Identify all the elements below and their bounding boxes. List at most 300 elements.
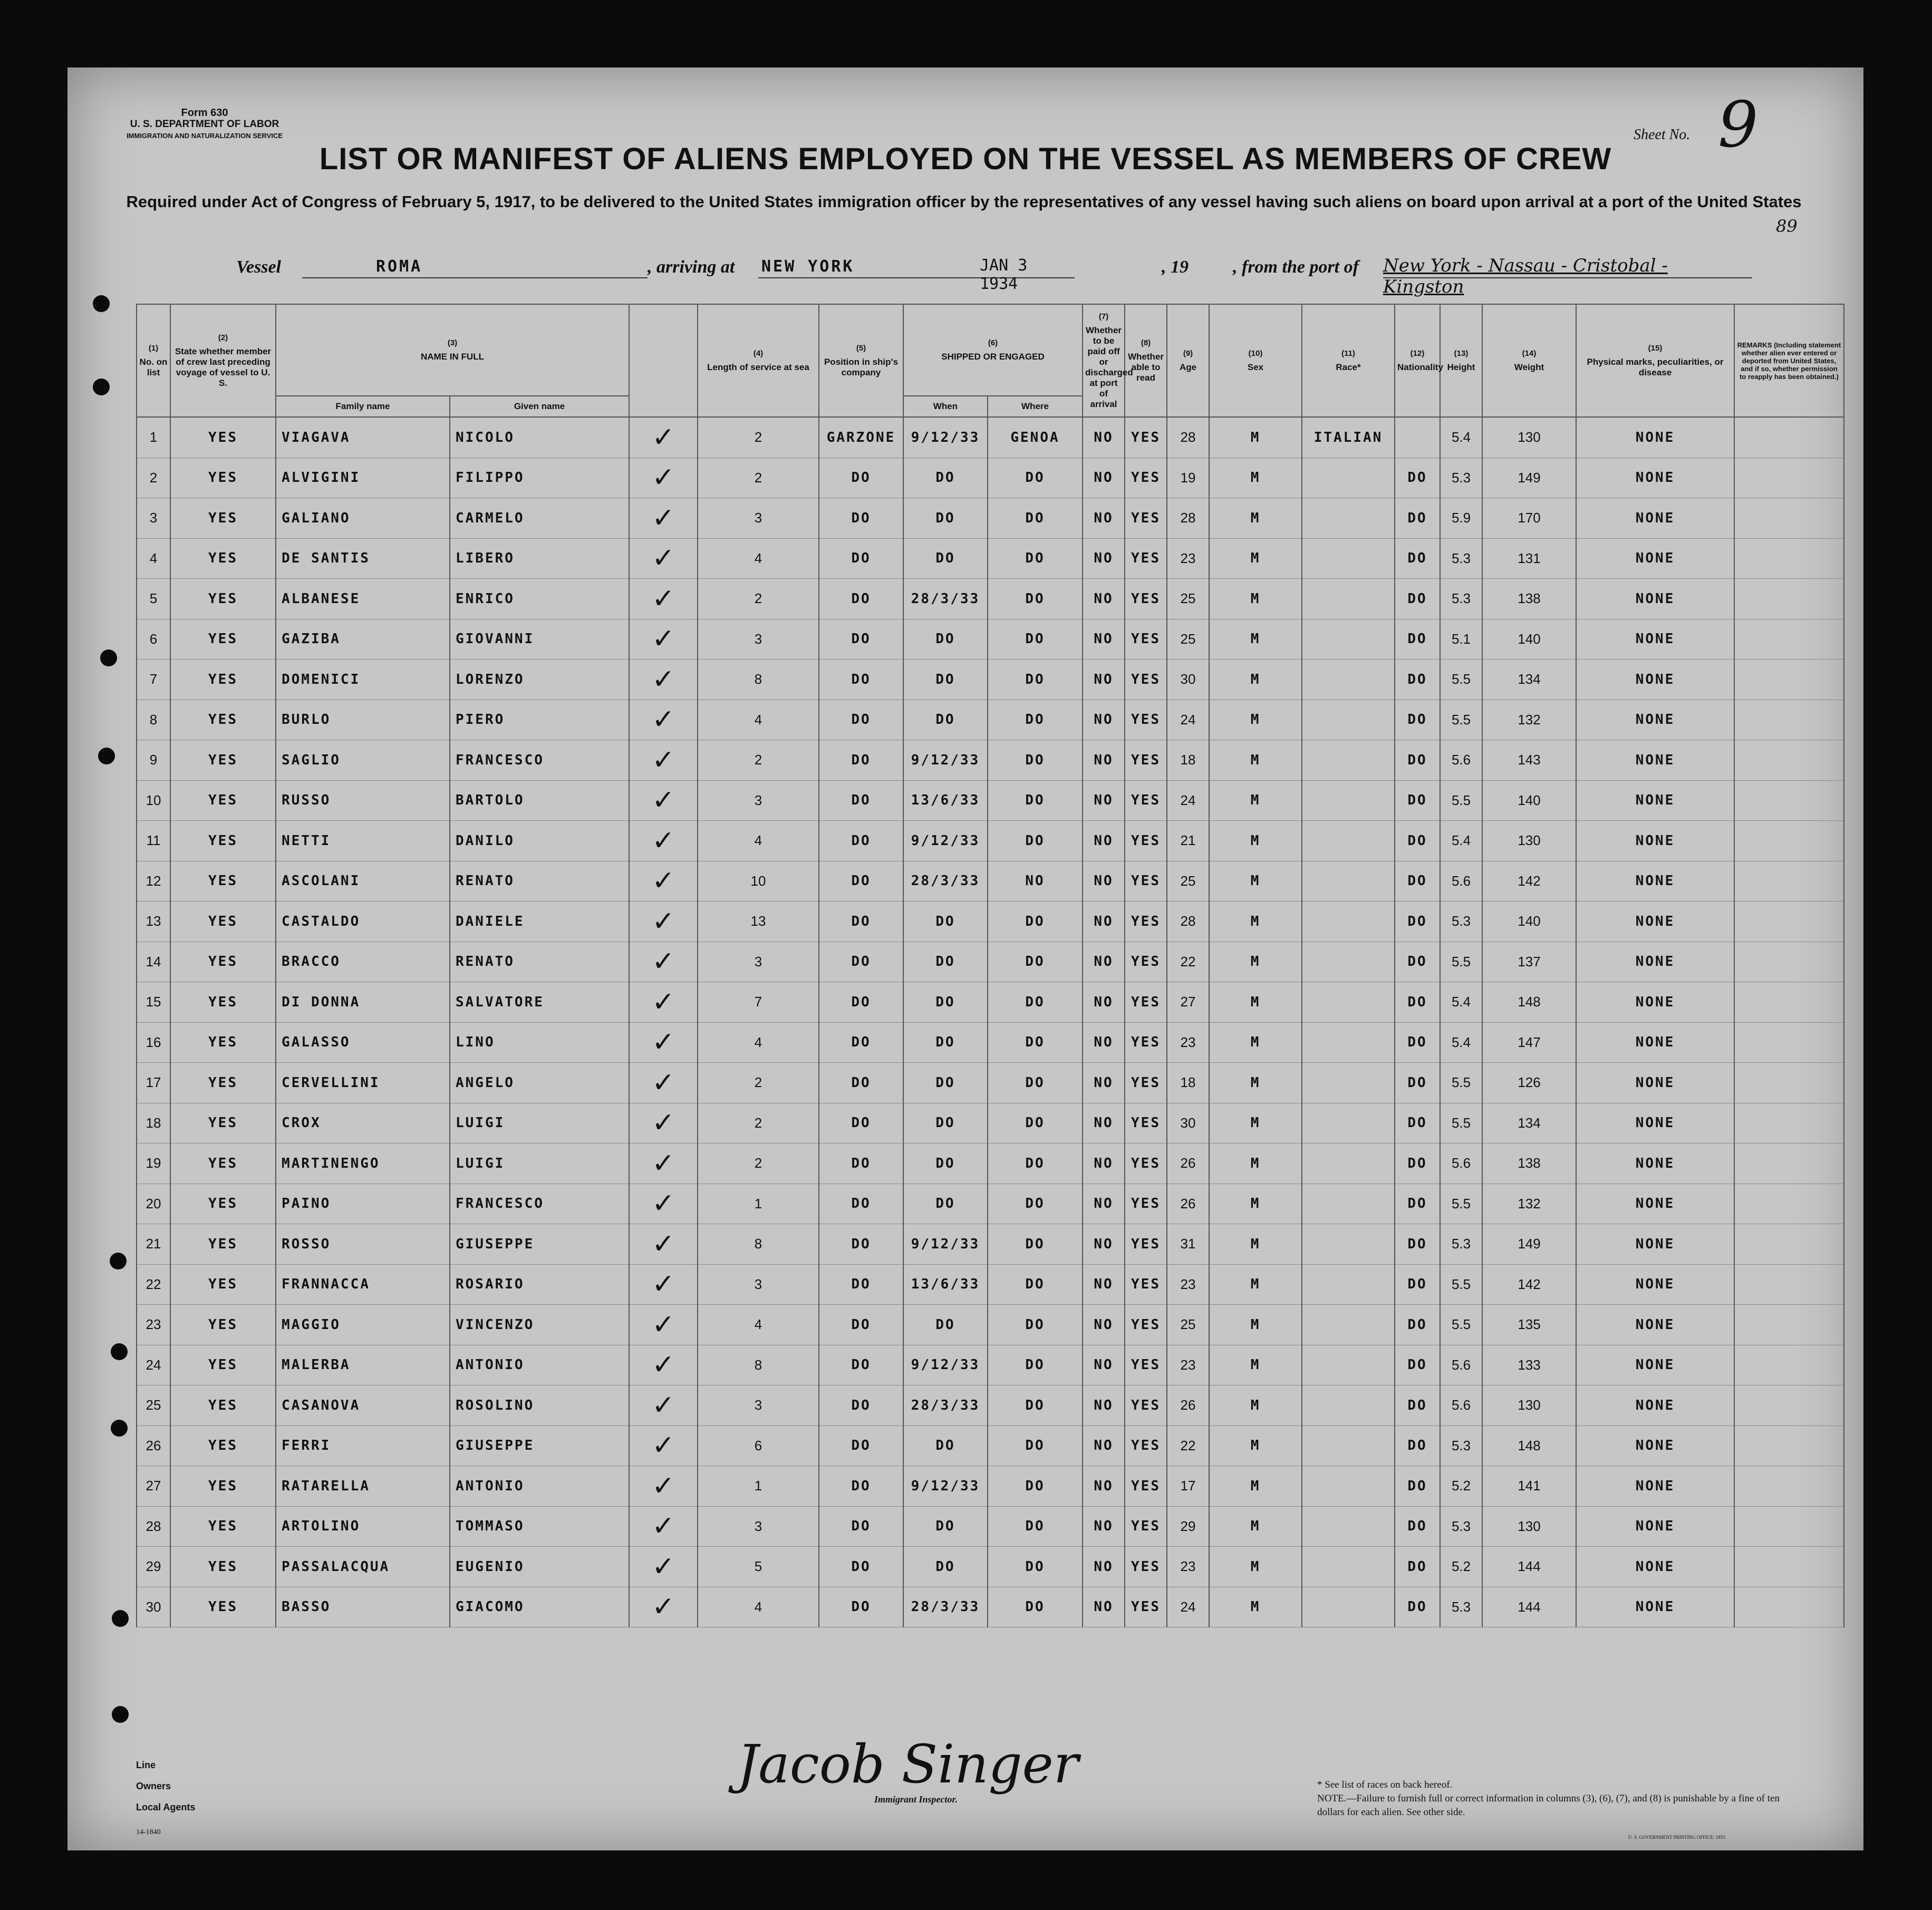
cell-paid: NO <box>1083 1224 1125 1265</box>
table-row <box>137 901 1844 942</box>
cell-given: FRANCESCO <box>450 740 629 781</box>
cell-position: DO <box>819 982 903 1023</box>
cell-position: DO <box>819 579 903 619</box>
cell-family: NETTI <box>276 821 450 861</box>
cell-paid: NO <box>1083 1345 1125 1385</box>
cell-no: 4 <box>137 538 170 579</box>
cell-age: 25 <box>1167 579 1209 619</box>
cell-service: 4 <box>698 821 819 861</box>
cell-remarks <box>1734 1305 1844 1345</box>
cell-nat: DO <box>1395 1264 1440 1305</box>
cell-height: 5.5 <box>1440 1103 1482 1143</box>
col-sex-header: (10) Sex <box>1209 304 1302 417</box>
year-label: , 19 <box>1162 257 1189 277</box>
cell-family: ARTOLINO <box>276 1506 450 1547</box>
cell-position: DO <box>819 619 903 660</box>
cell-prev: YES <box>170 417 276 458</box>
cell-when: 28/3/33 <box>903 1385 988 1426</box>
cell-check: ✓ <box>629 1547 698 1587</box>
cell-marks: NONE <box>1576 821 1734 861</box>
cell-position: DO <box>819 1345 903 1385</box>
table-row <box>137 740 1844 781</box>
table-row <box>137 1345 1844 1385</box>
cell-no: 28 <box>137 1506 170 1547</box>
cell-service: 4 <box>698 700 819 740</box>
cell-when: DO <box>903 498 988 539</box>
cell-prev: YES <box>170 1022 276 1063</box>
vessel-name-field <box>302 256 648 278</box>
cell-sex: M <box>1209 1345 1302 1385</box>
cell-when: 13/6/33 <box>903 1264 988 1305</box>
cell-family: GAZIBA <box>276 619 450 660</box>
cell-prev: YES <box>170 579 276 619</box>
cell-sex: M <box>1209 498 1302 539</box>
cell-given: DANIELE <box>450 901 629 942</box>
cell-paid: NO <box>1083 579 1125 619</box>
cell-where: DO <box>988 1063 1083 1103</box>
cell-remarks <box>1734 660 1844 700</box>
cell-remarks <box>1734 1345 1844 1385</box>
cell-remarks <box>1734 700 1844 740</box>
cell-given: TOMMASO <box>450 1506 629 1547</box>
cell-when: DO <box>903 1426 988 1466</box>
cell-read: YES <box>1125 1063 1167 1103</box>
cell-family: PAINO <box>276 1184 450 1224</box>
cell-weight: 148 <box>1482 1426 1576 1466</box>
cell-weight: 170 <box>1482 498 1576 539</box>
cell-remarks <box>1734 417 1844 458</box>
cell-read: YES <box>1125 498 1167 539</box>
cell-height: 5.6 <box>1440 740 1482 781</box>
cell-race <box>1302 1506 1395 1547</box>
cell-where: DO <box>988 780 1083 821</box>
col-height-header: (13) Height <box>1440 304 1482 417</box>
cell-paid: NO <box>1083 1426 1125 1466</box>
col-previous-voyage-header: (2) State whether member of crew last preceding voyage of vessel to U. S. <box>170 304 276 417</box>
cell-marks: NONE <box>1576 740 1734 781</box>
cell-marks: NONE <box>1576 1466 1734 1507</box>
cell-marks: NONE <box>1576 1426 1734 1466</box>
table-row <box>137 1022 1844 1063</box>
cell-height: 5.3 <box>1440 579 1482 619</box>
cell-service: 1 <box>698 1184 819 1224</box>
cell-sex: M <box>1209 1143 1302 1184</box>
cell-marks: NONE <box>1576 1103 1734 1143</box>
col-weight-header: (14) Weight <box>1482 304 1576 417</box>
cell-when: DO <box>903 1103 988 1143</box>
cell-sex: M <box>1209 1063 1302 1103</box>
cell-prev: YES <box>170 498 276 539</box>
cell-check: ✓ <box>629 1587 698 1627</box>
cell-paid: NO <box>1083 1466 1125 1507</box>
cell-given: NICOLO <box>450 417 629 458</box>
cell-no: 26 <box>137 1426 170 1466</box>
cell-where: DO <box>988 1022 1083 1063</box>
cell-service: 3 <box>698 1506 819 1547</box>
cell-age: 29 <box>1167 1506 1209 1547</box>
cell-service: 1 <box>698 1466 819 1507</box>
cell-sex: M <box>1209 458 1302 498</box>
cell-position: DO <box>819 1385 903 1426</box>
cell-given: ENRICO <box>450 579 629 619</box>
cell-age: 26 <box>1167 1385 1209 1426</box>
cell-remarks <box>1734 1022 1844 1063</box>
cell-read: YES <box>1125 1466 1167 1507</box>
cell-paid: NO <box>1083 538 1125 579</box>
cell-prev: YES <box>170 1103 276 1143</box>
cell-paid: NO <box>1083 1385 1125 1426</box>
cell-given: DANILO <box>450 821 629 861</box>
cell-where: DO <box>988 1103 1083 1143</box>
col-check-header <box>629 304 698 417</box>
cell-sex: M <box>1209 821 1302 861</box>
cell-sex: M <box>1209 1385 1302 1426</box>
cell-given: GIACOMO <box>450 1587 629 1627</box>
table-row <box>137 1224 1844 1265</box>
cell-age: 23 <box>1167 1022 1209 1063</box>
cell-position: DO <box>819 1466 903 1507</box>
cell-prev: YES <box>170 538 276 579</box>
cell-no: 30 <box>137 1587 170 1627</box>
cell-position: DO <box>819 660 903 700</box>
cell-check: ✓ <box>629 1264 698 1305</box>
cell-given: ROSOLINO <box>450 1385 629 1426</box>
cell-given: LINO <box>450 1022 629 1063</box>
cell-remarks <box>1734 1547 1844 1587</box>
table-row <box>137 1547 1844 1587</box>
cell-check: ✓ <box>629 619 698 660</box>
sheet-number: 9 <box>1718 89 1759 162</box>
cell-weight: 133 <box>1482 1345 1576 1385</box>
cell-service: 6 <box>698 1426 819 1466</box>
cell-position: DO <box>819 1143 903 1184</box>
cell-service: 2 <box>698 740 819 781</box>
cell-check: ✓ <box>629 1466 698 1507</box>
cell-height: 5.4 <box>1440 417 1482 458</box>
cell-service: 2 <box>698 1103 819 1143</box>
cell-given: BARTOLO <box>450 780 629 821</box>
cell-family: GALASSO <box>276 1022 450 1063</box>
cell-height: 5.5 <box>1440 780 1482 821</box>
punch-hole <box>110 1253 127 1269</box>
cell-where: DO <box>988 1143 1083 1184</box>
cell-no: 15 <box>137 982 170 1023</box>
cell-check: ✓ <box>629 660 698 700</box>
cell-check: ✓ <box>629 1385 698 1426</box>
cell-no: 25 <box>137 1385 170 1426</box>
cell-service: 4 <box>698 538 819 579</box>
cell-remarks <box>1734 1063 1844 1103</box>
table-row <box>137 1506 1844 1547</box>
cell-race <box>1302 1466 1395 1507</box>
cell-no: 12 <box>137 861 170 901</box>
cell-when: DO <box>903 1547 988 1587</box>
cell-paid: NO <box>1083 458 1125 498</box>
cell-when: DO <box>903 942 988 982</box>
cell-age: 18 <box>1167 740 1209 781</box>
table-row <box>137 821 1844 861</box>
cell-prev: YES <box>170 458 276 498</box>
cell-no: 7 <box>137 660 170 700</box>
cell-when: 9/12/33 <box>903 417 988 458</box>
cell-remarks <box>1734 1426 1844 1466</box>
cell-service: 3 <box>698 1385 819 1426</box>
cell-sex: M <box>1209 1022 1302 1063</box>
cell-no: 8 <box>137 700 170 740</box>
cell-family: ALVIGINI <box>276 458 450 498</box>
arriving-label: , arriving at <box>648 257 735 277</box>
cell-race <box>1302 1264 1395 1305</box>
cell-given: ANGELO <box>450 1063 629 1103</box>
cell-read: YES <box>1125 1184 1167 1224</box>
punch-hole <box>111 1420 128 1437</box>
cell-read: YES <box>1125 417 1167 458</box>
cell-prev: YES <box>170 1506 276 1547</box>
cell-prev: YES <box>170 821 276 861</box>
cell-given: GIOVANNI <box>450 619 629 660</box>
cell-paid: NO <box>1083 982 1125 1023</box>
cell-remarks <box>1734 619 1844 660</box>
cell-family: ROSSO <box>276 1224 450 1265</box>
cell-marks: NONE <box>1576 982 1734 1023</box>
cell-paid: NO <box>1083 417 1125 458</box>
cell-weight: 130 <box>1482 417 1576 458</box>
cell-nat: DO <box>1395 1022 1440 1063</box>
cell-age: 30 <box>1167 660 1209 700</box>
cell-position: DO <box>819 1547 903 1587</box>
cell-weight: 149 <box>1482 458 1576 498</box>
cell-read: YES <box>1125 1264 1167 1305</box>
cell-weight: 137 <box>1482 942 1576 982</box>
cell-check: ✓ <box>629 1022 698 1063</box>
cell-remarks <box>1734 1466 1844 1507</box>
cell-paid: NO <box>1083 740 1125 781</box>
cell-weight: 134 <box>1482 660 1576 700</box>
cell-when: DO <box>903 1184 988 1224</box>
cell-nat: DO <box>1395 1345 1440 1385</box>
cell-weight: 135 <box>1482 1305 1576 1345</box>
cell-remarks <box>1734 1224 1844 1265</box>
cell-no: 22 <box>137 1264 170 1305</box>
cell-nat <box>1395 417 1440 458</box>
cell-marks: NONE <box>1576 1022 1734 1063</box>
cell-read: YES <box>1125 942 1167 982</box>
punch-hole <box>98 748 115 764</box>
cell-race <box>1302 1385 1395 1426</box>
cell-nat: DO <box>1395 861 1440 901</box>
cell-check: ✓ <box>629 1506 698 1547</box>
cell-nat: DO <box>1395 1305 1440 1345</box>
cell-nat: DO <box>1395 1143 1440 1184</box>
cell-weight: 131 <box>1482 538 1576 579</box>
arriving-field <box>758 256 1075 293</box>
cell-weight: 130 <box>1482 1385 1576 1426</box>
cell-sex: M <box>1209 1547 1302 1587</box>
cell-height: 5.1 <box>1440 619 1482 660</box>
cell-where: DO <box>988 821 1083 861</box>
cell-family: DOMENICI <box>276 660 450 700</box>
cell-when: DO <box>903 1506 988 1547</box>
cell-nat: DO <box>1395 1426 1440 1466</box>
punch-hole <box>111 1343 128 1360</box>
cell-height: 5.3 <box>1440 538 1482 579</box>
cell-service: 3 <box>698 498 819 539</box>
cell-check: ✓ <box>629 982 698 1023</box>
cell-position: DO <box>819 861 903 901</box>
vessel-name: ROMA <box>376 257 423 276</box>
cell-position: DO <box>819 1587 903 1627</box>
cell-family: RATARELLA <box>276 1466 450 1507</box>
cell-nat: DO <box>1395 740 1440 781</box>
cell-service: 4 <box>698 1587 819 1627</box>
table-row <box>137 1264 1844 1305</box>
cell-race <box>1302 1022 1395 1063</box>
cell-given: LUIGI <box>450 1103 629 1143</box>
cell-weight: 126 <box>1482 1063 1576 1103</box>
cell-height: 5.4 <box>1440 982 1482 1023</box>
cell-read: YES <box>1125 1385 1167 1426</box>
cell-marks: NONE <box>1576 498 1734 539</box>
table-row <box>137 1103 1844 1143</box>
cell-race <box>1302 1426 1395 1466</box>
cell-height: 5.3 <box>1440 1224 1482 1265</box>
cell-given: LORENZO <box>450 660 629 700</box>
cell-service: 2 <box>698 579 819 619</box>
cell-paid: NO <box>1083 861 1125 901</box>
cell-position: GARZONE <box>819 417 903 458</box>
cell-when: 9/12/33 <box>903 821 988 861</box>
cell-prev: YES <box>170 982 276 1023</box>
cell-paid: NO <box>1083 1305 1125 1345</box>
cell-when: DO <box>903 1022 988 1063</box>
cell-remarks <box>1734 1587 1844 1627</box>
cell-no: 11 <box>137 821 170 861</box>
cell-nat: DO <box>1395 1385 1440 1426</box>
cell-check: ✓ <box>629 498 698 539</box>
cell-no: 17 <box>137 1063 170 1103</box>
cell-service: 13 <box>698 901 819 942</box>
cell-check: ✓ <box>629 417 698 458</box>
cell-position: DO <box>819 1224 903 1265</box>
cell-marks: NONE <box>1576 1063 1734 1103</box>
cell-service: 4 <box>698 1022 819 1063</box>
cell-height: 5.3 <box>1440 901 1482 942</box>
cell-remarks <box>1734 861 1844 901</box>
cell-age: 21 <box>1167 821 1209 861</box>
cell-weight: 140 <box>1482 780 1576 821</box>
cell-given: FILIPPO <box>450 458 629 498</box>
cell-check: ✓ <box>629 861 698 901</box>
cell-remarks <box>1734 1385 1844 1426</box>
cell-marks: NONE <box>1576 942 1734 982</box>
cell-service: 2 <box>698 1143 819 1184</box>
cell-paid: NO <box>1083 660 1125 700</box>
cell-when: DO <box>903 982 988 1023</box>
cell-remarks <box>1734 821 1844 861</box>
inspector-caption: Immigrant Inspector. <box>874 1794 958 1805</box>
cell-race <box>1302 1103 1395 1143</box>
cell-nat: DO <box>1395 821 1440 861</box>
cell-age: 25 <box>1167 1305 1209 1345</box>
cell-family: PASSALACQUA <box>276 1547 450 1587</box>
cell-where: DO <box>988 942 1083 982</box>
cell-no: 5 <box>137 579 170 619</box>
cell-no: 10 <box>137 780 170 821</box>
manifest-sheet <box>67 67 1863 1850</box>
cell-height: 5.4 <box>1440 1022 1482 1063</box>
local-agents-label: Local Agents <box>136 1802 196 1812</box>
cell-remarks <box>1734 901 1844 942</box>
cell-read: YES <box>1125 660 1167 700</box>
cell-marks: NONE <box>1576 1264 1734 1305</box>
col-name-header: (3) NAME IN FULL <box>276 304 629 396</box>
cell-height: 5.5 <box>1440 1264 1482 1305</box>
cell-age: 24 <box>1167 1587 1209 1627</box>
cell-check: ✓ <box>629 700 698 740</box>
table-row <box>137 538 1844 579</box>
cell-family: SAGLIO <box>276 740 450 781</box>
cell-service: 4 <box>698 1305 819 1345</box>
cell-age: 25 <box>1167 861 1209 901</box>
cell-prev: YES <box>170 700 276 740</box>
cell-when: 9/12/33 <box>903 740 988 781</box>
table-row <box>137 1305 1844 1345</box>
cell-race <box>1302 619 1395 660</box>
table-row <box>137 1184 1844 1224</box>
cell-given: RENATO <box>450 942 629 982</box>
table-row <box>137 942 1844 982</box>
table-row <box>137 579 1844 619</box>
sheet-number-label: Sheet No. <box>1634 127 1691 143</box>
inspector-signature: Jacob Singer <box>737 1733 1079 1795</box>
cell-weight: 142 <box>1482 1264 1576 1305</box>
cell-read: YES <box>1125 1506 1167 1547</box>
punch-hole <box>112 1610 129 1627</box>
cell-height: 5.3 <box>1440 1506 1482 1547</box>
cell-position: DO <box>819 1506 903 1547</box>
cell-height: 5.3 <box>1440 1587 1482 1627</box>
cell-given: ANTONIO <box>450 1345 629 1385</box>
cell-nat: DO <box>1395 498 1440 539</box>
cell-position: DO <box>819 538 903 579</box>
cell-height: 5.5 <box>1440 1184 1482 1224</box>
cell-check: ✓ <box>629 1184 698 1224</box>
cell-height: 5.9 <box>1440 498 1482 539</box>
cell-weight: 130 <box>1482 1506 1576 1547</box>
cell-paid: NO <box>1083 1264 1125 1305</box>
cell-sex: M <box>1209 660 1302 700</box>
cell-nat: DO <box>1395 901 1440 942</box>
cell-where: DO <box>988 458 1083 498</box>
cell-check: ✓ <box>629 780 698 821</box>
cell-read: YES <box>1125 1305 1167 1345</box>
cell-read: YES <box>1125 982 1167 1023</box>
cell-marks: NONE <box>1576 1305 1734 1345</box>
cell-marks: NONE <box>1576 780 1734 821</box>
cell-prev: YES <box>170 660 276 700</box>
cell-where: DO <box>988 1184 1083 1224</box>
page-subtitle: Required under Act of Congress of February 5, 1917, to be delivered to the United States immigration officer by the representatives of any vessel having such aliens on board upon arrival at a port of the United States <box>126 192 1802 211</box>
cell-position: DO <box>819 1426 903 1466</box>
cell-check: ✓ <box>629 901 698 942</box>
cell-height: 5.2 <box>1440 1547 1482 1587</box>
cell-race <box>1302 780 1395 821</box>
cell-prev: YES <box>170 1385 276 1426</box>
cell-prev: YES <box>170 1587 276 1627</box>
cell-no: 16 <box>137 1022 170 1063</box>
cell-family: VIAGAVA <box>276 417 450 458</box>
cell-sex: M <box>1209 861 1302 901</box>
